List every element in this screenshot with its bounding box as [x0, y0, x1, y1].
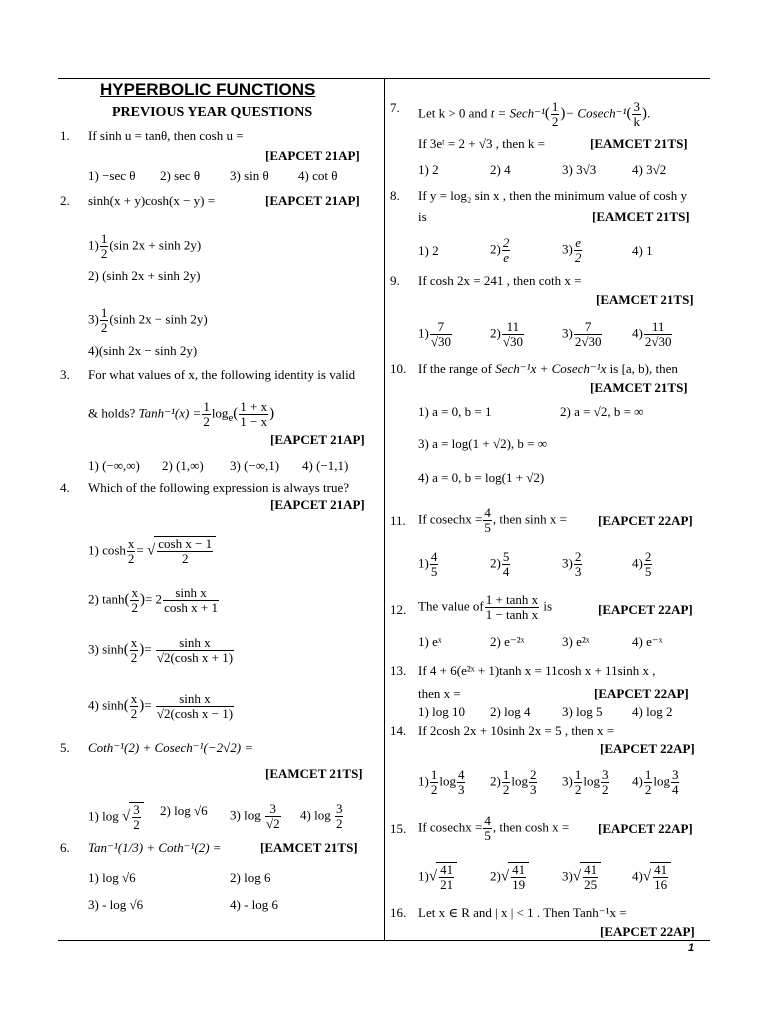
fraction: $\frac{x}{2}$: [130, 691, 138, 721]
q14-option-3-label: 3): [562, 773, 573, 789]
fraction: $\frac{41}{21}$: [440, 862, 454, 892]
q10-option-4: 4) a = 0, b = log(1 + √2): [418, 470, 545, 485]
q7-formula-b: − Cosech⁻¹: [565, 105, 627, 121]
q8-option-4: 4) 1: [632, 243, 653, 258]
q14-option-2-label: 2): [490, 773, 501, 789]
fraction: $\frac{3}{2}$: [133, 802, 140, 832]
q14-option-2: 2) $\frac{1}{2}$ log $\frac{2}{3}$: [490, 767, 537, 797]
fraction: $\frac{2}{5}$: [644, 549, 652, 579]
q5-number: 5.: [60, 740, 70, 755]
q13-number: 13.: [390, 663, 407, 678]
q7-option-1: 1) 2: [418, 162, 439, 177]
q5-text: Coth⁻¹(2) + Cosech⁻¹(−2√2) =: [88, 740, 254, 755]
q1-option-4: 4) cot θ: [298, 168, 338, 183]
q9-option-3-label: 3): [562, 325, 573, 341]
q10-text-2: is [a, b), then: [609, 361, 678, 376]
q15-option-2-label: 2): [490, 868, 501, 884]
fraction: $\frac{\text{sinh x}}{\text{√2(cosh x + 1)}}$: [156, 635, 234, 665]
q9-option-1: [418, 320, 453, 349]
log-label: log: [211, 405, 229, 421]
q4-option-4-label: 4) sinh: [88, 697, 124, 713]
fraction: $\frac{41}{16}$: [654, 862, 668, 892]
q14-option-4-label: 4): [632, 773, 643, 789]
fraction: [163, 586, 219, 615]
q2-tag: [EAPCET 21AP]: [265, 193, 360, 208]
q10-text: If the range of: [418, 361, 492, 376]
q7-option-4: 4) 3√2: [632, 162, 667, 177]
q12-option-3: 3) e²ˣ: [562, 634, 590, 649]
q7-number: 7.: [390, 100, 400, 115]
q12-text-2: is: [543, 598, 553, 614]
q2-text: sinh(x + y)cosh(x − y) =: [88, 193, 216, 208]
q12-option-2: 2) e⁻²ˣ: [490, 634, 525, 649]
q4-option-3-num: sinh x: [179, 635, 211, 650]
q2-option-2: 2) (sinh 2x + sinh 2y): [88, 268, 201, 283]
q11-line: [418, 506, 567, 535]
fraction: $\frac{41}{19}$: [512, 862, 526, 892]
q5-option-1: 1) log √ $\frac{3}{2}$: [88, 802, 144, 832]
q8-tag: [EAMCET 21TS]: [592, 209, 690, 224]
q10-option-3: 3) a = log(1 + √2), b = ∞: [418, 436, 548, 451]
q4-option-2-label: 2) tanh: [88, 591, 125, 607]
q11-option-2: [490, 550, 511, 579]
q9-option-2: [490, 320, 525, 349]
q5-option-3-label: 3) log: [230, 807, 261, 823]
q4-option-3-den: 2(cosh x + 1): [163, 650, 234, 665]
q2-option-1-expr: (sin 2x + sinh 2y): [109, 237, 202, 253]
q12-number: 12.: [390, 602, 407, 617]
q15-text: If cosechx =: [418, 819, 483, 835]
q9-option-3: [562, 320, 603, 349]
q3-formula-lhs: Tanh⁻¹(x) =: [138, 405, 202, 421]
fraction: $\frac{1 + x}{1 - x}$: [240, 399, 268, 429]
q7-option-2: 2) 4: [490, 162, 511, 177]
q12-tag: [EAPCET 22AP]: [598, 602, 693, 617]
q11-text-2: , then sinh x =: [492, 511, 567, 527]
q14-option-1-label: 1): [418, 773, 429, 789]
q6-text: Tan⁻¹(1/3) + Coth⁻¹(2) =: [88, 840, 222, 855]
fraction: $\frac{1}{2}$: [574, 767, 582, 797]
q3-number: 3.: [60, 367, 70, 382]
fraction: $\frac{1}{2}$: [430, 767, 438, 797]
q12-line: [418, 593, 552, 622]
fraction: $\frac{3}{2}$: [335, 801, 343, 831]
q4-option-1-label: 1) cosh: [88, 542, 126, 558]
q11-option-2-label: 2): [490, 555, 501, 571]
q11-tag: [EAPCET 22AP]: [598, 513, 693, 528]
q10-tag: [EAMCET 21TS]: [590, 380, 688, 395]
q9-tag: [EAMCET 21TS]: [596, 292, 694, 307]
q6-option-3: 3) - log √6: [88, 897, 144, 912]
fraction: $\frac{1}{2}$: [203, 399, 210, 429]
fraction: $\frac{11}{√30}$: [502, 319, 523, 349]
fraction: $\frac{x}{2}$: [127, 536, 135, 566]
fraction: $\frac{1}{2}$: [644, 767, 652, 797]
q10-option-1: 1) a = 0, b = 1: [418, 404, 492, 419]
q5-option-1-label: 1) log: [88, 808, 119, 824]
q13-option-4: 4) log 2: [632, 704, 673, 719]
q2-option-1-label: 1): [88, 237, 99, 253]
q4-tag: [EAPCET 21AP]: [270, 497, 365, 512]
log-base: e: [228, 412, 234, 425]
page-number: 1: [688, 942, 695, 954]
q13-option-2: 2) log 4: [490, 704, 531, 719]
q4-option-2: 2) tanh( $\frac{x}{2}$ )= 2 $\frac{\text{sinh x}}{\text{cosh x + 1}}$: [88, 585, 218, 615]
q11-option-1: [418, 550, 439, 579]
q9-option-4: [632, 320, 673, 349]
q7-text-2: If 3eᵗ = 2 + √3 , then k =: [418, 136, 545, 151]
q15-text-2: , then cosh x =: [492, 819, 570, 835]
fraction: $\frac{3}{√2}$: [265, 801, 280, 831]
q7-formula-a: t = Sech⁻¹: [490, 105, 545, 121]
q7-tag: [EAMCET 21TS]: [590, 136, 688, 151]
q3-option-1: 1) (−∞,∞): [88, 458, 140, 473]
fraction: $\frac{1}{2}$: [100, 305, 108, 335]
fraction: $\frac{3}{k}$: [633, 99, 640, 129]
q6-option-1: 1) log √6: [88, 870, 136, 885]
fraction: $\frac{2}{3}$: [574, 549, 582, 579]
q9-option-1-label: 1): [418, 325, 429, 341]
q12-text: The value of: [418, 598, 484, 614]
q8-option-1: 1) 2: [418, 243, 439, 258]
q4-option-4-num: sinh x: [179, 691, 211, 706]
fraction: $\frac{3}{4}$: [671, 767, 679, 797]
q1-option-1: 1) −sec θ: [88, 168, 136, 183]
q11-option-3: [562, 550, 583, 579]
q14-option-4: 4) $\frac{1}{2}$ log $\frac{3}{4}$: [632, 767, 679, 797]
q8-option-2: [490, 236, 511, 265]
fraction: $\frac{11}{2√30}$: [644, 319, 672, 349]
q15-option-2: 2)√ $\frac{41}{19}$: [490, 862, 529, 892]
fraction: $\frac{\text{sinh x}}{\text{√2(cosh x − 1)}}$: [156, 691, 234, 721]
q4-option-2-den: cosh x + 1: [164, 600, 218, 615]
fraction: $\frac{x}{2}$: [131, 585, 138, 615]
q7-text: Let k > 0 and: [418, 105, 488, 121]
q6-option-2: 2) log 6: [230, 870, 271, 885]
fraction: $\frac{4}{5}$: [430, 549, 438, 579]
fraction: $\frac{\text{cosh x − 1}}{2}$: [158, 536, 213, 566]
q10-number: 10.: [390, 361, 407, 376]
q11-number: 11.: [390, 513, 406, 528]
q3-option-4: 4) (−1,1): [302, 458, 349, 473]
q6-option-4: 4) - log 6: [230, 897, 279, 912]
q4-option-4-den: 2(cosh x − 1): [163, 706, 234, 721]
q13-tag: [EAPCET 22AP]: [594, 686, 689, 701]
q8-option-3-label: 3): [562, 241, 573, 257]
q12-option-4: 4) e⁻ˣ: [632, 634, 663, 649]
q3-option-3: 3) (−∞,1): [230, 458, 280, 473]
fraction: $\frac{1}{2}$: [502, 767, 510, 797]
q14-tag: [EAPCET 22AP]: [600, 741, 695, 756]
q3-text: For what values of x, the following identity is valid: [88, 367, 356, 382]
q5-tag: [EAMCET 21TS]: [265, 766, 363, 781]
q5-option-2: 2) log √6: [160, 803, 208, 818]
q4-option-3: 3) sinh( $\frac{x}{2}$ )= $\frac{\text{sinh x}}{\text{√2(cosh x + 1)}}$: [88, 635, 234, 665]
q15-line: [418, 814, 569, 843]
q5-option-4-label: 4) log: [300, 807, 331, 823]
q4-option-4: 4) sinh( $\frac{x}{2}$ )= $\frac{\text{sinh x}}{\text{√2(cosh x − 1)}}$: [88, 691, 234, 721]
q1-option-2: 2) sec θ: [160, 168, 201, 183]
q7-option-3: 3) 3√3: [562, 162, 597, 177]
q11-option-1-label: 1): [418, 555, 429, 571]
fraction: $\frac{5}{4}$: [502, 549, 510, 579]
q4-text: Which of the following expression is always true?: [88, 480, 350, 495]
q15-option-1-label: 1): [418, 868, 429, 884]
fraction: $\frac{x}{2}$: [130, 635, 138, 665]
q7-line: Let k > 0 and t = Sech⁻¹( $\frac{1}{2}$ )− Cosech⁻¹( $\frac{3}{k}$ ).: [418, 99, 651, 129]
q15-tag: [EAPCET 22AP]: [598, 821, 693, 836]
q4-option-1: 1) cosh $\frac{x}{2}$ = √ $\frac{\text{cosh x − 1}}{2}$: [88, 536, 216, 566]
q9-option-4-label: 4): [632, 325, 643, 341]
q9-number: 9.: [390, 273, 400, 288]
q10-option-2: 2) a = √2, b = ∞: [560, 404, 644, 419]
bottom-rule: [58, 940, 710, 941]
q15-option-4-label: 4): [632, 868, 643, 884]
page-title: HYPERBOLIC FUNCTIONS: [100, 80, 316, 99]
q3-text-2: & holds?: [88, 405, 136, 421]
q4-option-1-num: cosh x − 1: [158, 536, 213, 551]
q2-option-3-expr: (sinh 2x − sinh 2y): [109, 311, 208, 327]
fraction: $\frac{1}{2}$: [551, 99, 559, 129]
q15-number: 15.: [390, 821, 407, 836]
q11-option-3-label: 3): [562, 555, 573, 571]
q5-option-4: [300, 802, 344, 831]
q13-text-2: then x =: [418, 686, 461, 701]
q3-option-2: 2) (1,∞): [162, 458, 204, 473]
q10-formula: Sech⁻¹x + Cosech⁻¹x: [495, 361, 607, 376]
q8-number: 8.: [390, 188, 400, 203]
q1-number: 1.: [60, 128, 70, 143]
q3-formula: & holds? Tanh⁻¹(x) = $\frac{1}{2}$ $\log_e$( $\frac{1 + x}{1 - x}$ ): [88, 399, 275, 429]
q14-number: 14.: [390, 723, 407, 738]
q2-option-3: [88, 306, 208, 335]
q13-option-1: 1) log 10: [418, 704, 465, 719]
q11-option-4: [632, 550, 653, 579]
q16-number: 16.: [390, 905, 407, 920]
q8-option-2-label: 2): [490, 241, 501, 257]
q8-option-3: [562, 236, 583, 265]
fraction: $\frac{2}{e}$: [502, 235, 510, 265]
q6-tag: [EAMCET 21TS]: [260, 840, 358, 855]
q1-option-3: 3) sin θ: [230, 168, 269, 183]
q3-tag: [EAPCET 21AP]: [270, 432, 365, 447]
q14-text: If 2cosh 2x + 10sinh 2x = 5 , then x =: [418, 723, 615, 738]
fraction: $\frac{41}{25}$: [584, 862, 598, 892]
q16-tag: [EAPCET 22AP]: [600, 924, 695, 939]
q2-option-3-label: 3): [88, 311, 99, 327]
q9-option-2-label: 2): [490, 325, 501, 341]
q16-text: Let x ∈ R and | x | < 1 . Then Tanh⁻¹x =: [418, 905, 627, 920]
q8-text: If y = log₂ sin x , then the minimum value of cosh y: [418, 188, 687, 203]
page-subtitle: PREVIOUS YEAR QUESTIONS: [112, 105, 313, 120]
fraction: $\frac{4}{3}$: [457, 767, 465, 797]
q5-option-3: [230, 802, 282, 831]
q2-option-1: [88, 232, 201, 261]
q10-line: [418, 361, 678, 377]
q4-option-3-label: 3) sinh: [88, 641, 124, 657]
q11-text: If cosechx =: [418, 511, 483, 527]
fraction: $\frac{\text{1 + tanh x}}{\text{1 − tanh x}}$: [485, 592, 539, 622]
q15-option-3: 3)√ $\frac{41}{25}$: [562, 862, 601, 892]
q2-option-4: 4)(sinh 2x − sinh 2y): [88, 343, 198, 358]
fraction: $\frac{7}{√30}$: [430, 319, 451, 349]
column-divider: [384, 78, 385, 940]
q15-option-3-label: 3): [562, 868, 573, 884]
q13-option-3: 3) log 5: [562, 704, 603, 719]
q14-option-3: 3) $\frac{1}{2}$ log $\frac{3}{2}$: [562, 767, 609, 797]
q4-option-2-num: sinh x: [175, 585, 207, 600]
q14-option-1: 1) $\frac{1}{2}$ log $\frac{4}{3}$: [418, 767, 465, 797]
q9-text: If cosh 2x = 241 , then coth x =: [418, 273, 582, 288]
q11-option-4-label: 4): [632, 555, 643, 571]
q2-number: 2.: [60, 193, 70, 208]
q15-option-4: 4)√ $\frac{41}{16}$: [632, 862, 671, 892]
q6-number: 6.: [60, 840, 70, 855]
fraction: $\frac{2}{3}$: [529, 767, 537, 797]
q4-number: 4.: [60, 480, 70, 495]
q15-option-1: 1)√ $\frac{41}{21}$: [418, 862, 457, 892]
q1-text: If sinh u = tanθ, then cosh u =: [88, 128, 244, 143]
fraction: $\frac{e}{2}$: [574, 235, 582, 265]
q1-tag: [EAPCET 21AP]: [265, 148, 360, 163]
q13-text: If 4 + 6(e²ˣ + 1)tanh x = 11cosh x + 11sinh x ,: [418, 663, 656, 678]
fraction: $\frac{4}{5}$: [484, 505, 491, 535]
q8-text-2: is: [418, 209, 427, 224]
fraction: $\frac{1}{2}$: [100, 231, 108, 261]
q12-option-1: 1) eˣ: [418, 634, 442, 649]
fraction: $\frac{3}{2}$: [601, 767, 609, 797]
fraction: $\frac{7}{2√30}$: [574, 319, 602, 349]
fraction: $\frac{4}{5}$: [484, 813, 491, 843]
